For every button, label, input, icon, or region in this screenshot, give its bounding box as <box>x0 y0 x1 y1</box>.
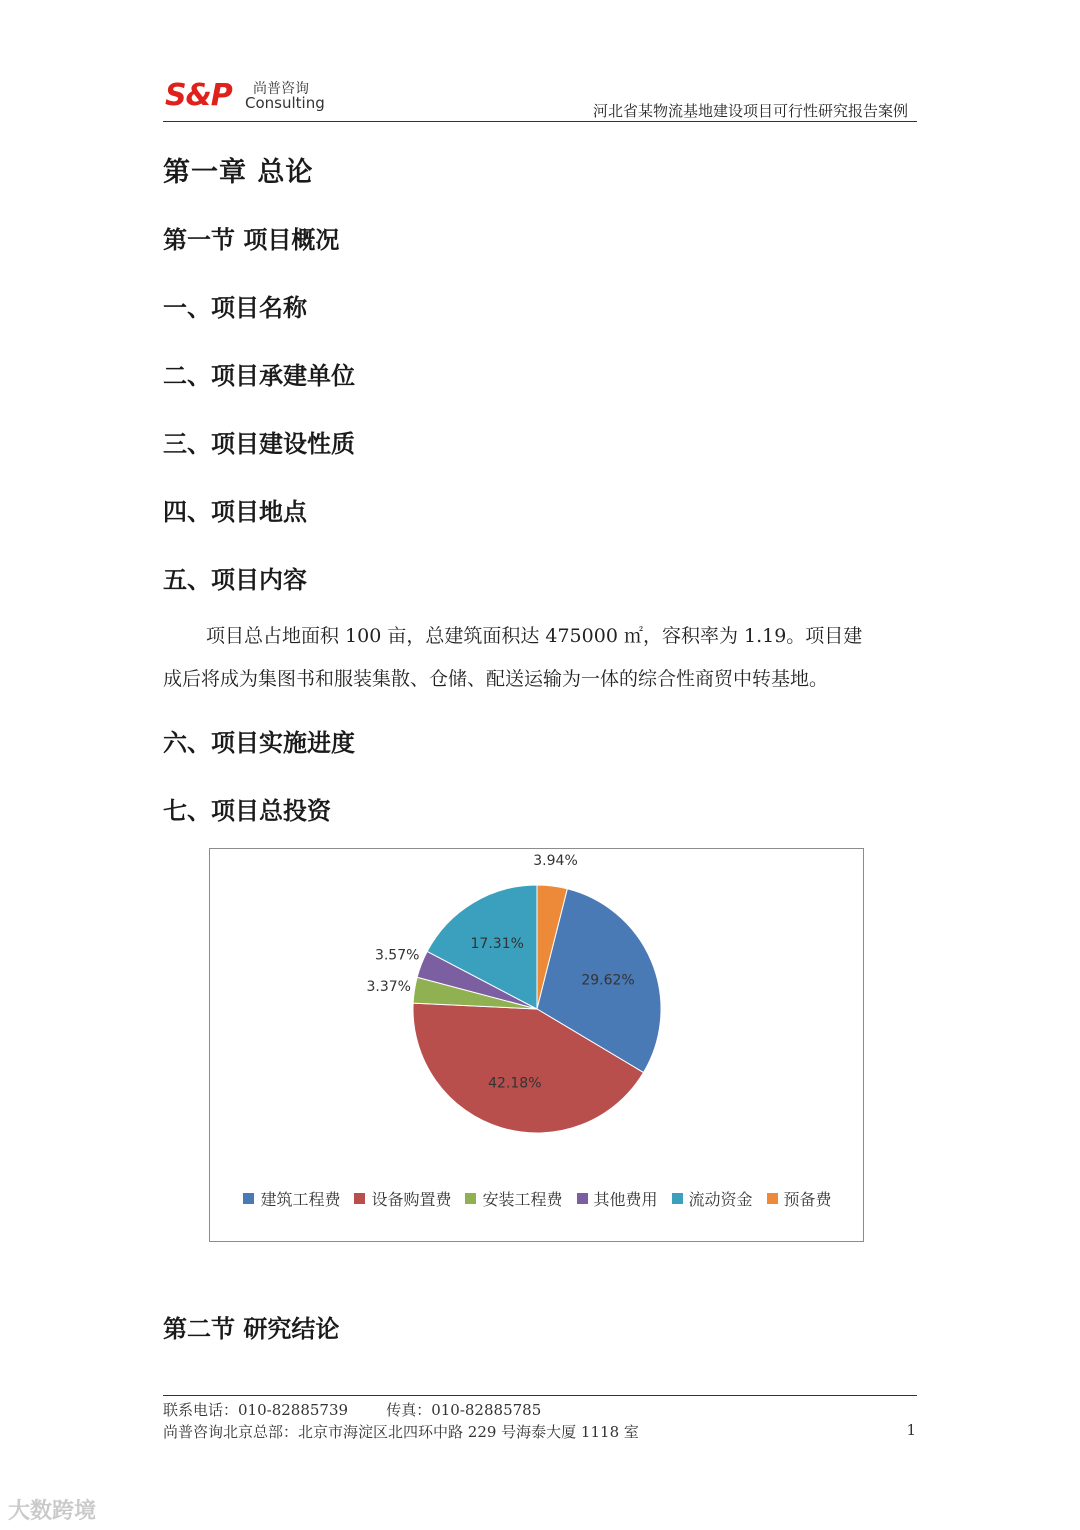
legend-item-1 <box>354 1187 451 1210</box>
item-project-schedule: 六、项目实施进度 <box>163 728 355 757</box>
footer-contact: 联系电话：010-82885739 传真：010-82885785 <box>163 1401 542 1419</box>
legend-label-2: 安装工程费 <box>482 1190 563 1209</box>
legend-item-5 <box>767 1187 832 1210</box>
pie-label-1: 42.18% <box>488 1075 542 1092</box>
logo-english-name: Consulting <box>245 94 325 112</box>
item-project-location: 四、项目地点 <box>163 497 307 526</box>
pie-label-2: 3.37% <box>366 979 411 996</box>
logo-chinese-name: 尚普咨询 <box>253 81 309 97</box>
legend-label-5: 预备费 <box>783 1190 832 1209</box>
legend-swatch-0 <box>243 1193 254 1204</box>
item-project-investment: 七、项目总投资 <box>163 796 331 825</box>
investment-pie-chart <box>209 848 864 1242</box>
page-number: 1 <box>906 1421 916 1439</box>
chart-legend <box>230 1187 845 1210</box>
item-project-content: 五、项目内容 <box>163 565 307 594</box>
item-project-nature: 三、项目建设性质 <box>163 429 355 458</box>
legend-item-3 <box>577 1187 658 1210</box>
footer-address: 尚普咨询北京总部：北京市海淀区北四环中路 229 号海泰大厦 1118 室 <box>163 1423 639 1441</box>
document-header-title: 河北省某物流基地建设项目可行性研究报告案例 <box>592 102 908 120</box>
paragraph-line-2: 成后将成为集图书和服装集散、仓储、配送运输为一体的综合性商贸中转基地。 <box>163 668 829 690</box>
legend-label-1: 设备购置费 <box>371 1190 452 1209</box>
legend-swatch-5 <box>767 1193 778 1204</box>
footer-divider <box>163 1395 917 1396</box>
legend-item-0 <box>243 1187 340 1210</box>
legend-item-2 <box>465 1187 562 1210</box>
item-project-builder: 二、项目承建单位 <box>163 361 355 390</box>
paragraph-line-1: 项目总占地面积 100 亩，总建筑面积达 475000 ㎡，容积率为 1.19。项目建 <box>206 625 863 647</box>
legend-swatch-3 <box>577 1193 588 1204</box>
project-content-paragraph <box>163 615 919 701</box>
legend-label-4: 流动资金 <box>688 1190 753 1209</box>
legend-item-4 <box>672 1187 753 1210</box>
pie-chart-svg <box>210 849 863 1241</box>
legend-label-3: 其他费用 <box>593 1190 658 1209</box>
pie-label-3: 3.57% <box>374 947 420 964</box>
item-project-name: 一、项目名称 <box>163 293 307 322</box>
section-1-title: 第一节 项目概况 <box>163 225 340 254</box>
legend-label-0: 建筑工程费 <box>260 1190 341 1209</box>
header-divider <box>163 121 917 122</box>
section-2-title: 第二节 研究结论 <box>163 1314 340 1343</box>
legend-swatch-1 <box>354 1193 365 1204</box>
company-logo <box>165 76 335 116</box>
legend-swatch-2 <box>465 1193 476 1204</box>
legend-swatch-4 <box>672 1193 683 1204</box>
logo-mark: S&P <box>165 78 232 113</box>
chapter-title: 第一章 总论 <box>163 157 314 188</box>
pie-label-4: 17.31% <box>470 936 524 953</box>
pie-label-5: 3.94% <box>533 853 578 870</box>
pie-label-0: 29.62% <box>581 972 635 989</box>
watermark: 大数跨境 <box>8 1499 97 1524</box>
